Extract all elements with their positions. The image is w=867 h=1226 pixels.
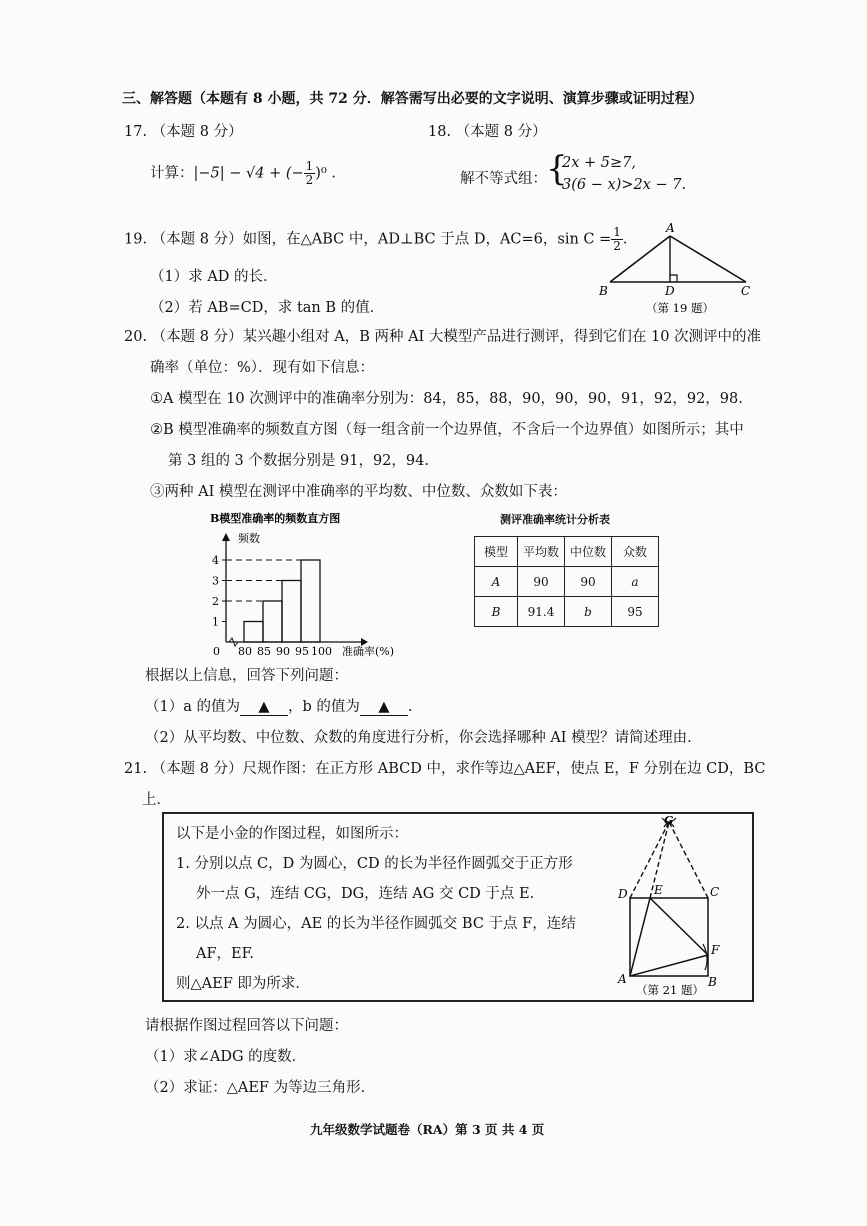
q20-info2a: ②B 模型准确率的频数直方图（每一组含前一个边界值，不含后一个边界值）如图所示；其中: [150, 422, 744, 438]
q19-head-text: 19. （本题 8 分）如图，在△ABC 中，AD⊥BC 于点 D，AC=6，sin C =: [124, 231, 612, 248]
q21-label-d: D: [618, 887, 628, 901]
q20-info2b: 第 3 组的 3 个数据分别是 91，92，94.: [168, 453, 429, 469]
table-header-cell: 众数: [612, 537, 659, 567]
table-cell: b: [565, 597, 612, 627]
table-title: 测评准确率统计分析表: [500, 513, 610, 526]
q21-step2b: AF，EF.: [196, 946, 255, 962]
table-cell: A: [475, 567, 518, 597]
table-cell: 90: [565, 567, 612, 597]
histogram-bar: [263, 601, 282, 642]
q19-fraction: $\frac{1}{2}$: [613, 225, 621, 253]
table-cell: 91.4: [518, 597, 565, 627]
chart-xlabel: 准确率(%): [342, 645, 395, 658]
table-cell: 95: [612, 597, 659, 627]
q19-label-b: B: [599, 284, 608, 298]
q21-label-g: G: [664, 814, 674, 827]
q21-label-e: E: [654, 883, 663, 897]
q21-head: 21. （本题 8 分）尺规作图：在正方形 ABCD 中，求作等边△AEF，使点 E，F 分别在边 CD，BC: [124, 761, 766, 777]
q20-part1-text-b: ，b 的值为: [287, 699, 360, 715]
y-tick-label: 1: [212, 615, 219, 629]
q21-step1b: 外一点 G，连结 CG，DG，连结 AG 交 CD 于点 E.: [196, 886, 535, 902]
q19-triangle-figure: [596, 218, 760, 318]
q20-part1-text-c: .: [407, 699, 413, 715]
answer-blank-b: ▲: [360, 699, 408, 716]
q21-label-f: F: [711, 943, 720, 957]
table-cell: B: [475, 597, 518, 627]
y-tick-label: 3: [212, 574, 219, 588]
table-cell: a: [612, 567, 659, 597]
q18-prefix: 解不等式组：: [460, 171, 547, 187]
x-tick-label: 85: [257, 645, 271, 658]
q21-label-b: B: [708, 975, 717, 989]
q19-part1: （1）求 AD 的长．: [150, 269, 278, 285]
q20-histogram: [196, 508, 426, 663]
q18-line2: 3(6 − x)>2x − 7.: [562, 177, 687, 193]
q20-info3: ③两种 AI 模型在测评中准确率的平均数、中位数、众数如下表：: [150, 484, 567, 500]
page-footer: 九年级数学试题卷（RA）第 3 页 共 4 页: [310, 1122, 545, 1137]
q21-part2: （2）求证：△AEF 为等边三角形．: [145, 1080, 376, 1096]
q19-caption: （第 19 题）: [646, 301, 714, 315]
q20-part1: [145, 695, 413, 716]
table-header-cell: 中位数: [565, 537, 612, 567]
q17-prefix: 计算：: [150, 165, 194, 182]
q21-after: 请根据作图过程回答以下问题：: [145, 1018, 348, 1034]
q20-head2: 确率（单位：%）．现有如下信息：: [150, 360, 375, 376]
q20-part1-text-a: （1）a 的值为: [145, 699, 240, 715]
q19-tail: .: [622, 231, 628, 248]
q20-head: 20. （本题 8 分）某兴趣小组对 A，B 两种 AI 大模型产品进行测评，得到它们在 10 次测评中的准: [124, 329, 762, 345]
q19-label-d: D: [665, 284, 675, 298]
x-tick-label: 95: [295, 645, 309, 658]
q19-label-c: C: [741, 284, 751, 298]
section-header: 三、解答题（本题有 8 小题，共 72 分．解答需写出必要的文字说明、演算步骤或证明过程）: [122, 91, 703, 107]
q21-head2: 上．: [142, 792, 171, 808]
table-row: [475, 567, 659, 597]
q21-part1: （1）求∠ADG 的度数．: [145, 1049, 307, 1065]
origin-label: 0: [213, 645, 220, 658]
q17-head: 17. （本题 8 分）: [124, 124, 243, 140]
table-header-row: [475, 537, 659, 567]
q21-box-end: 则△AEF 即为所求．: [176, 976, 310, 992]
q21-label-a: A: [618, 972, 627, 986]
q20-part2: （2）从平均数、中位数、众数的角度进行分析，你会选择哪种 AI 模型？请简述理由．: [145, 730, 702, 746]
histogram-bar: [244, 622, 263, 643]
q20-after: 根据以上信息，回答下列问题：: [145, 668, 348, 684]
q21-square-figure: [608, 812, 744, 998]
q17-expression: [150, 160, 336, 187]
chart-ylabel: 频数: [238, 532, 260, 545]
y-axis-arrow: [222, 533, 230, 541]
q21-label-c: C: [710, 885, 720, 899]
y-tick-label: 4: [212, 554, 219, 567]
table-cell: 90: [518, 567, 565, 597]
q21-caption: （第 21 题）: [636, 983, 704, 997]
q18-head: 18. （本题 8 分）: [428, 124, 547, 140]
y-tick-label: 2: [212, 595, 219, 608]
chart-title: B模型准确率的频数直方图: [210, 512, 341, 525]
q21-step2a: 2. 以点 A 为圆心，AE 的长为半径作圆弧交 BC 于点 F，连结: [176, 916, 576, 932]
q19-head: [124, 226, 628, 253]
q19-part2: （2）若 AB=CD，求 tan B 的值．: [150, 300, 385, 316]
x-tick-label: 90: [276, 645, 290, 658]
q20-stats-table: [474, 536, 659, 627]
table-header-cell: 模型: [475, 537, 518, 567]
q17-fraction: $\frac{1}{2}$: [305, 159, 314, 187]
q18-line1: 2x + 5≥7,: [562, 155, 636, 171]
table-row: [475, 597, 659, 627]
q20-info1: ①A 模型在 10 次测评中的准确率分别为：84，85，88，90，90，90，91，92，92，98.: [150, 391, 743, 407]
q18-brace: {: [546, 149, 568, 189]
answer-blank-a: ▲: [240, 699, 288, 716]
x-tick-label: 80: [238, 645, 252, 658]
q21-step1a: 1. 分别以点 C，D 为圆心，CD 的长为半径作圆弧交于正方形: [176, 856, 573, 872]
histogram-bar: [301, 560, 320, 642]
histogram-bar: [282, 581, 301, 643]
q17-expr-b: )⁰ .: [315, 165, 336, 182]
q17-expr-a: |−5| − √4 + (−: [193, 165, 304, 182]
q21-box-intro: 以下是小金的作图过程，如图所示：: [176, 826, 408, 842]
q19-label-a: A: [666, 221, 675, 235]
table-header-cell: 平均数: [518, 537, 565, 567]
x-tick-label: 100: [311, 645, 332, 658]
